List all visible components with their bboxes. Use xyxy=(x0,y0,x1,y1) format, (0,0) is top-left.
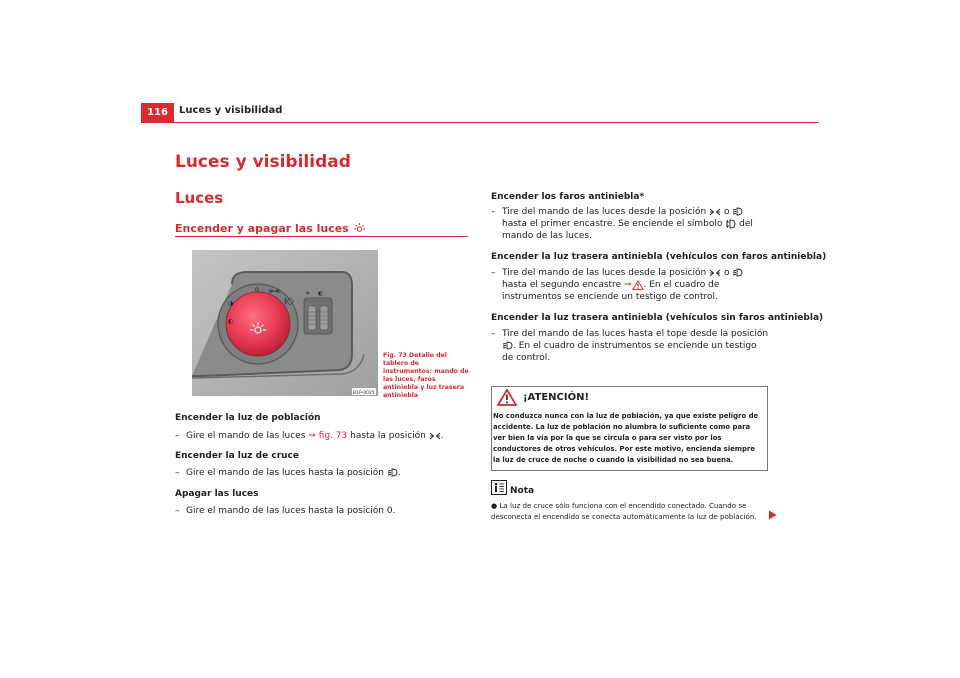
header-title: Luces y visibilidad xyxy=(179,105,283,116)
warning-triangle-icon xyxy=(632,280,644,290)
step-antiniebla: – Tire del mando de las luces desde la posición o hasta el primer encastre. Se enciende el símbolo del mando de las luces. xyxy=(491,207,753,241)
light-switch-figure xyxy=(192,250,378,396)
note-text xyxy=(491,500,761,522)
continue-arrow-icon xyxy=(768,510,777,520)
svg-text:◐: ◐ xyxy=(318,290,324,297)
low-beam-icon xyxy=(502,341,513,350)
step-trasera-sin: – Tire del mando de las luces hasta el tope desde la posición . En el cuadro de instrumentos se enciende un testigo de control. xyxy=(491,329,769,363)
svg-text:⌗: ⌗ xyxy=(306,290,310,297)
note-bullet: ● xyxy=(491,501,498,510)
step-poblacion: – Gire el mando de las luces ⇒ fig. 73 hasta la posición . xyxy=(175,431,444,441)
knob-zero-label: 0 xyxy=(255,287,259,294)
low-beam-icon xyxy=(387,468,398,477)
warning-text: No conduzca nunca con la luz de población, ya que existe peligro de accidente. La luz de población no alumbra lo suficiente como para ver bien la vía por la que se circula o para ser visto por los conductores de otros vehículos. Por este motivo, encienda siempre la luz de cruce de noche o cuando la visibilidad no sea buena. xyxy=(493,412,759,464)
subsection-title xyxy=(175,222,366,235)
header-divider xyxy=(141,122,819,123)
subsection-title-text: Encender y apagar las luces xyxy=(175,222,349,235)
section-antiniebla-title: Encender los faros antiniebla* xyxy=(491,192,645,202)
step-cruce: – Gire el mando de las luces hasta la posición . xyxy=(175,468,401,478)
step-trasera-con: – Tire del mando de las luces desde la posición o hasta el segundo encastre ⇒ . En el cuadro de instrumentos se enciende un testigo de control. xyxy=(491,267,769,303)
figure-code: B1P-0025 xyxy=(353,391,375,396)
info-note-icon xyxy=(491,480,507,495)
section-trasera-sin-title: Encender la luz trasera antiniebla (vehículos sin faros antiniebla) xyxy=(491,313,824,323)
warning-title: ¡ATENCIÓN! xyxy=(523,392,590,403)
section-apagar-title: Apagar las luces xyxy=(175,489,259,499)
low-beam-icon xyxy=(732,268,743,277)
figure-caption: Fig. 73 Detalle del tablero de instrumentos: mando de las luces, faros antiniebla y luz trasera antiniebla xyxy=(383,352,469,399)
section-title: Luces xyxy=(175,189,224,207)
svg-text:‖◯: ‖◯ xyxy=(284,298,294,305)
sun-icon xyxy=(353,222,366,235)
section-cruce-title: Encender la luz de cruce xyxy=(175,451,299,461)
note-title: Nota xyxy=(510,486,535,496)
warning-header xyxy=(491,386,766,409)
svg-text:◐: ◐ xyxy=(228,318,234,325)
front-fog-light-icon xyxy=(725,219,736,229)
svg-text:≫≪: ≫≪ xyxy=(268,288,281,295)
step-apagar: – Gire el mando de las luces hasta la posición 0. xyxy=(175,506,396,516)
note-body: La luz de cruce sólo funciona con el encendido conectado. Cuando se desconecta el encendido se conecta automáticamente la luz de población. xyxy=(491,501,757,521)
figure-reference-link[interactable]: fig. 73 xyxy=(318,431,348,441)
warning-triangle-icon xyxy=(497,389,517,406)
section-poblacion-title: Encender la luz de población xyxy=(175,413,321,423)
parking-light-icon xyxy=(709,208,721,216)
page-number: 116 xyxy=(141,103,174,122)
parking-light-icon xyxy=(429,432,441,440)
svg-text:◑: ◑ xyxy=(228,300,234,307)
subsection-divider xyxy=(175,236,468,237)
page-title: Luces y visibilidad xyxy=(175,152,351,172)
section-trasera-con-title: Encender la luz trasera antiniebla (vehículos con faros antiniebla) xyxy=(491,252,827,262)
low-beam-icon xyxy=(732,207,743,216)
parking-light-icon xyxy=(709,269,721,277)
